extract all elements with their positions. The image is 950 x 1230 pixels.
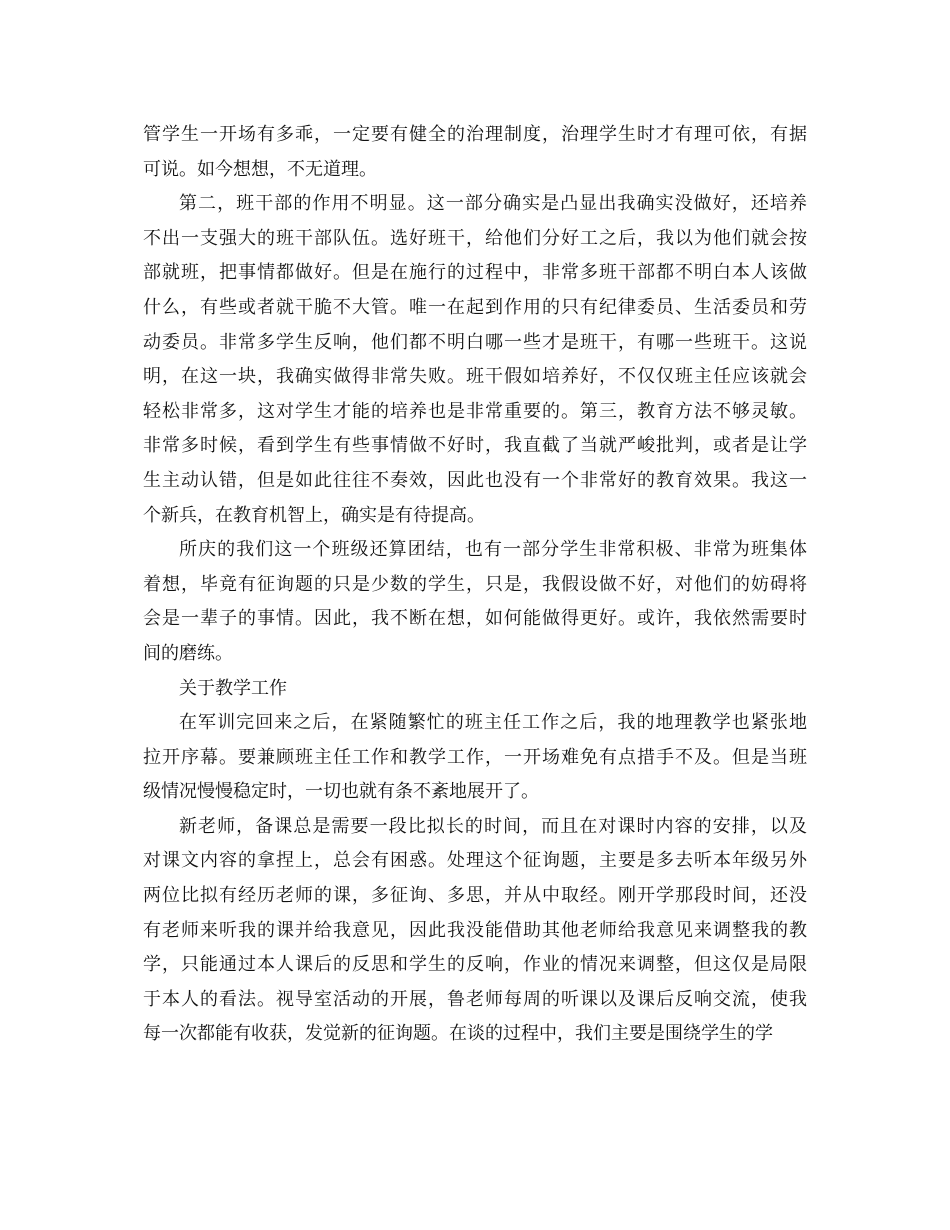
text-line: 动委员。非常多学生反响，他们都不明白哪一些才是班干，有哪一些班干。这说 <box>143 331 807 353</box>
text-line: 轻松非常多，这对学生才能的培养也是非常重要的。第三，教育方法不够灵敏。 <box>143 400 807 422</box>
text-line: 对课文内容的拿捏上，总会有困惑。处理这个征询题，主要是多去听本年级另外 <box>143 850 807 872</box>
text-line: 级情况慢慢稳定时，一切也就有条不紊地展开了。 <box>143 781 539 803</box>
text-line: 部就班，把事情都做好。但是在施行的过程中，非常多班干部都不明白本人该做 <box>143 262 807 284</box>
text-line: 所庆的我们这一个班级还算团结，也有一部分学生非常积极、非常为班集体 <box>179 539 807 561</box>
text-line: 拉开序幕。要兼顾班主任工作和教学工作，一开场难免有点措手不及。但是当班 <box>143 746 807 768</box>
text-line: 第二，班干部的作用不明显。这一部分确实是凸显出我确实没做好，还培养 <box>179 193 807 215</box>
text-line: 在军训完回来之后，在紧随繁忙的班主任工作之后，我的地理教学也紧张地 <box>179 712 807 734</box>
paragraph-p5 <box>143 706 807 810</box>
text-line: 着想，毕竟有征询题的只是少数的学生，只是，我假设做不好，对他们的妨碍将 <box>143 573 807 595</box>
text-line: 有老师来听我的课并给我意见，因此我没能借助其他老师给我意见来调整我的教 <box>143 919 807 941</box>
text-line: 会是一辈子的事情。因此，我不断在想，如何能做得更好。或许，我依然需要时 <box>143 608 807 630</box>
paragraph-p2 <box>143 187 807 533</box>
text-line: 可说。如今想想，不无道理。 <box>143 158 377 180</box>
text-line: 新老师，备课总是需要一段比拟长的时间，而且在对课时内容的安排，以及 <box>179 815 807 837</box>
paragraph-p1 <box>143 118 807 187</box>
text-line: 什么，有些或者就干脆不大管。唯一在起到作用的只有纪律委员、生活委员和劳 <box>143 296 807 318</box>
text-line: 学，只能通过本人课后的反思和学生的反响，作业的情况来调整，但这仅是局限 <box>143 954 807 976</box>
text-line: 不出一支强大的班干部队伍。选好班干，给他们分好工之后，我以为他们就会按 <box>143 227 807 249</box>
text-line: 于本人的看法。视导室活动的开展，鲁老师每周的听课以及课后反响交流，使我 <box>143 988 807 1010</box>
text-line: 每一次都能有收获，发觉新的征询题。在谈的过程中，我们主要是围绕学生的学 <box>143 1023 773 1045</box>
text-line: 生主动认错，但是如此往往不奏效，因此也没有一个非常好的教育效果。我这一 <box>143 469 807 491</box>
text-line: 管学生一开场有多乖，一定要有健全的治理制度，治理学生时才有理可依，有据 <box>143 124 807 145</box>
text-line: 个新兵，在教育机智上，确实是有待提高。 <box>143 504 485 526</box>
paragraph-p3 <box>143 533 807 671</box>
text-line: 两位比拟有经历老师的课，多征询、多思，并从中取经。刚开学那段时间，还没 <box>143 885 807 907</box>
paragraph-p4 <box>143 672 807 707</box>
document-body <box>143 118 807 1052</box>
text-line: 关于教学工作 <box>179 677 287 699</box>
text-line: 间的磨练。 <box>143 642 233 664</box>
text-line: 明，在这一块，我确实做得非常失败。班干假如培养好，不仅仅班主任应该就会 <box>143 366 807 388</box>
text-line: 非常多时候，看到学生有些事情做不好时，我直截了当就严峻批判，或者是让学 <box>143 435 807 457</box>
paragraph-p6 <box>143 810 807 1052</box>
